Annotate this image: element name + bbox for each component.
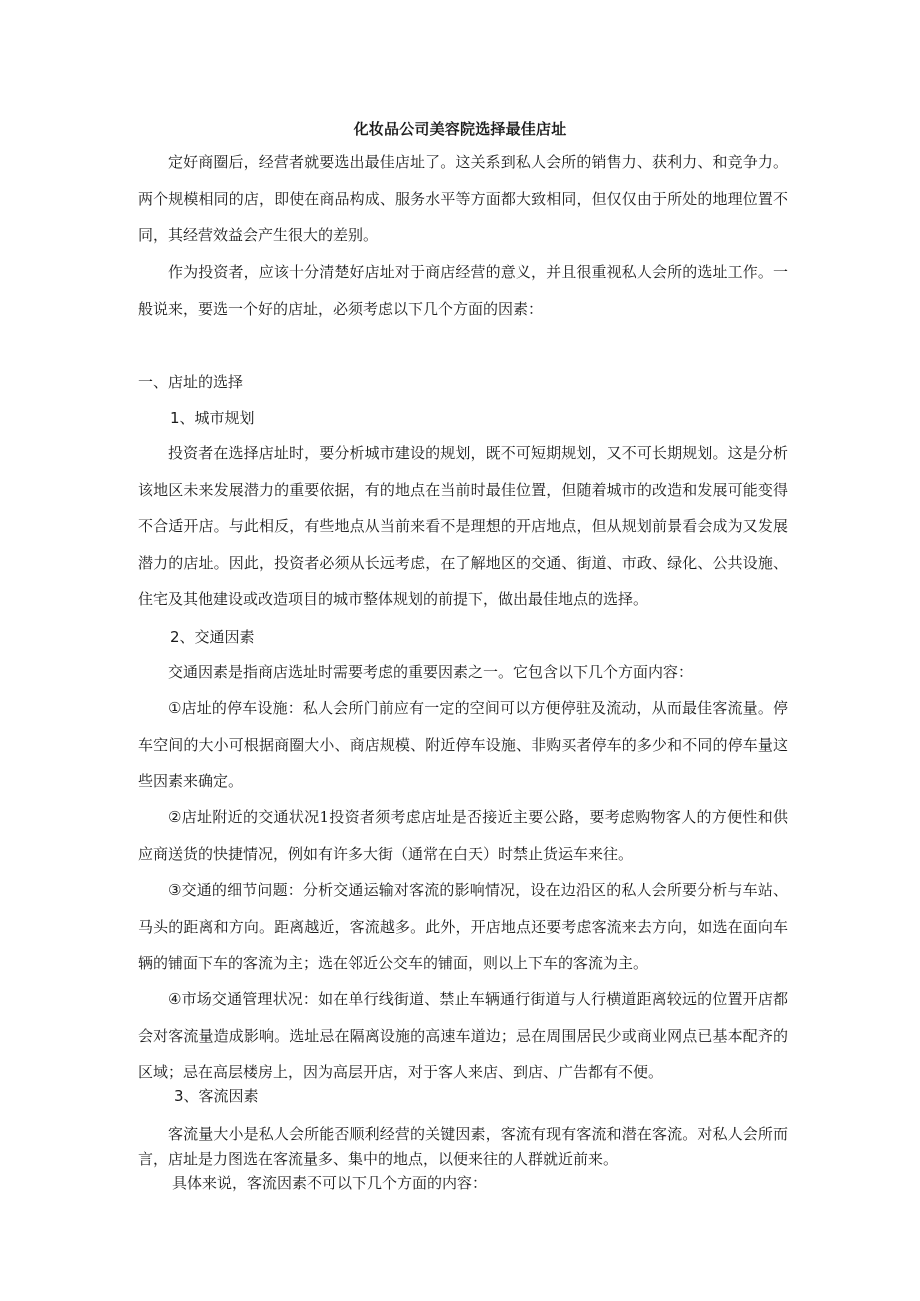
parking-text: ：私人会所门前应有一定的空间可以方便停驻及流动，从而最佳客流量。停车空间的大小可根据商圈大小、商店规模、附近停车设施、非购买者停车的多少和不同的停车量这些因素来确定。	[138, 699, 788, 790]
subheading-city-planning: 1、城市规划	[170, 409, 255, 427]
intro-paragraph-1: 定好商圈后，经营者就要选出最佳店址了。这关系到私人会所的销售力、获利力、和竞争力。两个规模相同的店，即使在商品构成、服务水平等方面都大致相同，但仅仅由于所处的地理位置不同，其经营效益会产生很大的差别。	[138, 153, 788, 244]
customer-flow-detail-paragraph: 具体来说，客流因素不可以下几个方面的内容：	[172, 1174, 488, 1192]
parking-lead: ①店址的停车设施	[168, 699, 288, 717]
traffic-item-parking	[138, 690, 788, 800]
section-heading-site-selection: 一、店址的选择	[138, 373, 244, 391]
document-title: 化妆品公司美容院选择最佳店址	[353, 120, 567, 138]
subheading-customer-flow: 3、客流因素	[174, 1087, 259, 1105]
traffic-item-management	[138, 981, 788, 1091]
traffic-management-lead: ④市场交通管理状况	[168, 990, 303, 1008]
traffic-details-lead: ③交通的细节问题	[168, 881, 288, 899]
intro-paragraph-2: 作为投资者，应该十分清楚好店址对于商店经营的意义，并且很重视私人会所的选址工作。一般说来，要选一个好的店址，必须考虑以下几个方面的因素：	[138, 263, 788, 318]
city-planning-paragraph: 投资者在选择店址时，要分析城市建设的规划，既不可短期规划，又不可长期规划。这是分析该地区未来发展潜力的重要依据，有的地点在当前时最佳位置，但随着城市的改造和发展可能变得不合适开店。与此相反，有些地点从当前来看不是理想的开店地点，但从规划前景看会成为又发展潜力的店址。因此，投资者必须从长远考虑，在了解地区的交通、街道、市政、绿化、公共设施、住宅及其他建设或改造项目的城市整体规划的前提下，做出最佳地点的选择。	[138, 444, 788, 608]
nearby-traffic-text: 1投资者须考虑店址是否接近主要公路，要考虑购物客人的方便性和供应商送货的快捷情况，例如有许多大街（通常在白天）时禁止货运车来往。	[138, 808, 788, 863]
subheading-traffic-factors: 2、交通因素	[170, 628, 255, 646]
customer-flow-paragraph: 客流量大小是私人会所能否顺利经营的关键因素，客流有现有客流和潜在客流。对私人会所而言，店址是力图选在客流量多、集中的地点，以便来往的人群就近前来。	[138, 1125, 788, 1168]
traffic-details-text: ：分析交通运输对客流的影响情况，设在边沿区的私人会所要分析与车站、马头的距离和方向。距离越近，客流越多。此外，开店地点还要考虑客流来去方向，如选在面向车辆的铺面下车的客流为主；选在邻近公交车的铺面，则以上下车的客流为主。	[138, 881, 788, 972]
nearby-traffic-lead: ②店址附近的交通状况	[168, 808, 320, 826]
traffic-intro-paragraph: 交通因素是指商店选址时需要考虑的重要因素之一。它包含以下几个方面内容：	[168, 663, 694, 681]
traffic-item-details	[138, 872, 788, 982]
traffic-item-nearby-traffic	[138, 799, 788, 872]
traffic-management-text: ：如在单行线街道、禁止车辆通行街道与人行横道距离较远的位置开店都会对客流量造成影响。选址忌在隔离设施的高速车道边；忌在周围居民少或商业网点已基本配齐的区域；忌在高层楼房上，因为高层开店，对于客人来店、到店、广告都有不便。	[138, 990, 788, 1081]
